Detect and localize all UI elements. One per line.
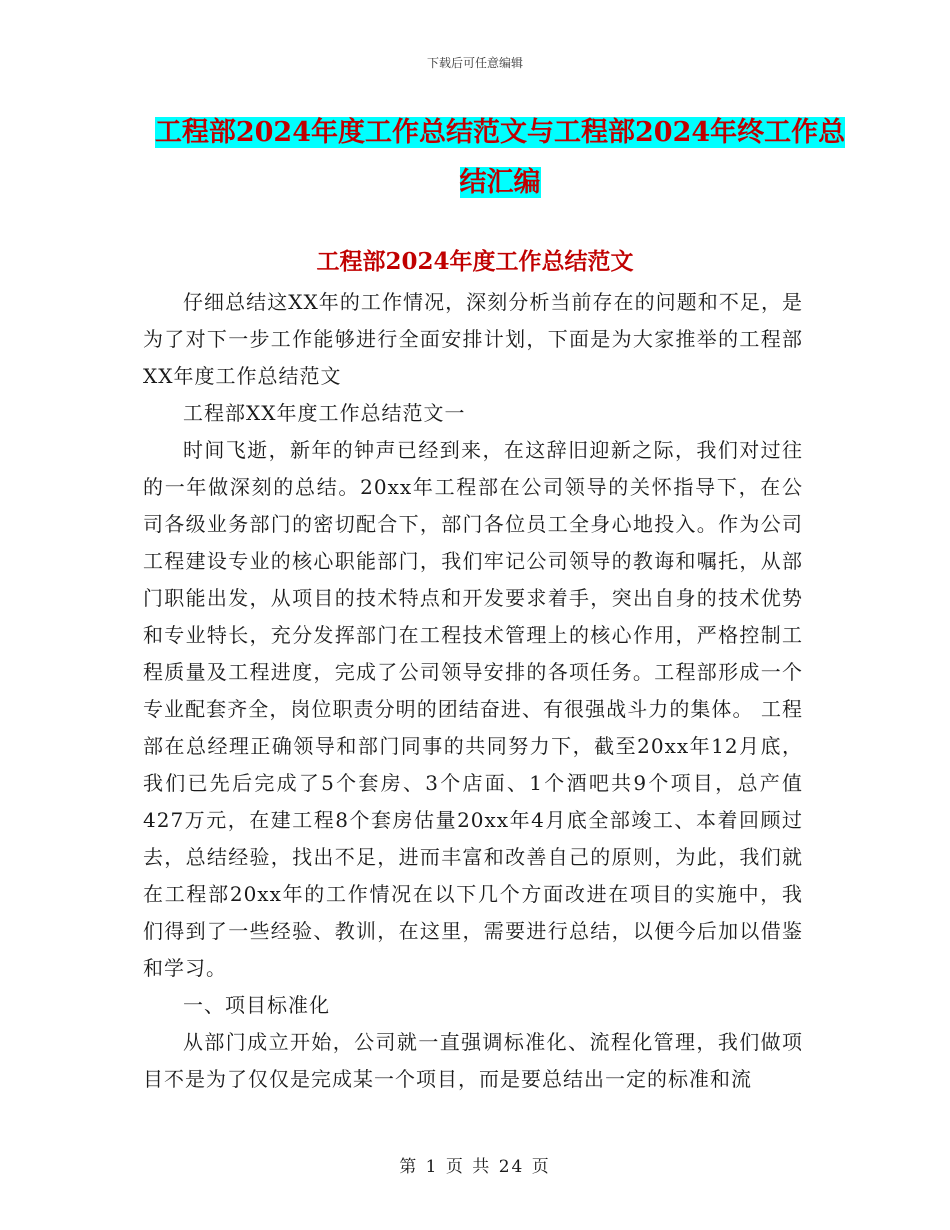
- paragraph-subtitle: 工程部XX年度工作总结范文一: [183, 401, 466, 425]
- paragraph-main: 时间飞逝，新年的钟声已经到来，在这辞旧迎新之际，我们对过往的一年做深刻的总结。20xx年工程部在公司领导的关怀指导下，在公司各级业务部门的密切配合下，部门各位员工全身心地投入。作为公司工程建设专业的核心职能部门，我们牢记公司领导的教诲和嘱托，从部门职能出发，从项目的技术特点和开发要求着手，突出自身的技术优势和专业特长，充分发挥部门在工程技术管理上的核心作用，严格控制工程质量及工程进度，完成了公司领导安排的各项任务。工程部形成一个专业配套齐全，岗位职责分明的团结奋进、有很强战斗力的集体。 工程部在总经理正确领导和部门同事的共同努力下，截至20xx年12月底，我们已先后完成了5个套房、3个店面、1个酒吧共9个项目，总产值427万元，在建工程8个套房估量20xx年4月底全部竣工、本着回顾过去，总结经验，找出不足，进而丰富和改善自己的原则，为此，我们就在工程部20xx年的工作情况在以下几个方面改进在项目的实施中，我们得到了一些经验、教训，在这里，需要进行总结，以便今后加以借鉴和学习。: [143, 438, 803, 980]
- section-title: 工程部2024年度工作总结范文: [316, 248, 634, 275]
- paragraph-body-1: 从部门成立开始，公司就一直强调标准化、流程化管理，我们做项目不是为了仅仅是完成某一个项目，而是要总结出一定的标准和流: [143, 1030, 803, 1091]
- body-text: [143, 284, 803, 1098]
- paragraph-heading-1: 一、项目标准化: [183, 993, 330, 1017]
- document-title: [150, 108, 850, 208]
- header-note: 下载后可任意编辑: [426, 56, 523, 70]
- page-footer: 第 1 页 共 24 页: [399, 1157, 551, 1177]
- document-title-text: 工程部2024年度工作总结范文与工程部2024年终工作总结汇编: [154, 117, 846, 198]
- paragraph-intro: 仔细总结这XX年的工作情况，深刻分析当前存在的问题和不足，是为了对下一步工作能够进行全面安排计划，下面是为大家推举的工程部XX年度工作总结范文: [143, 290, 803, 388]
